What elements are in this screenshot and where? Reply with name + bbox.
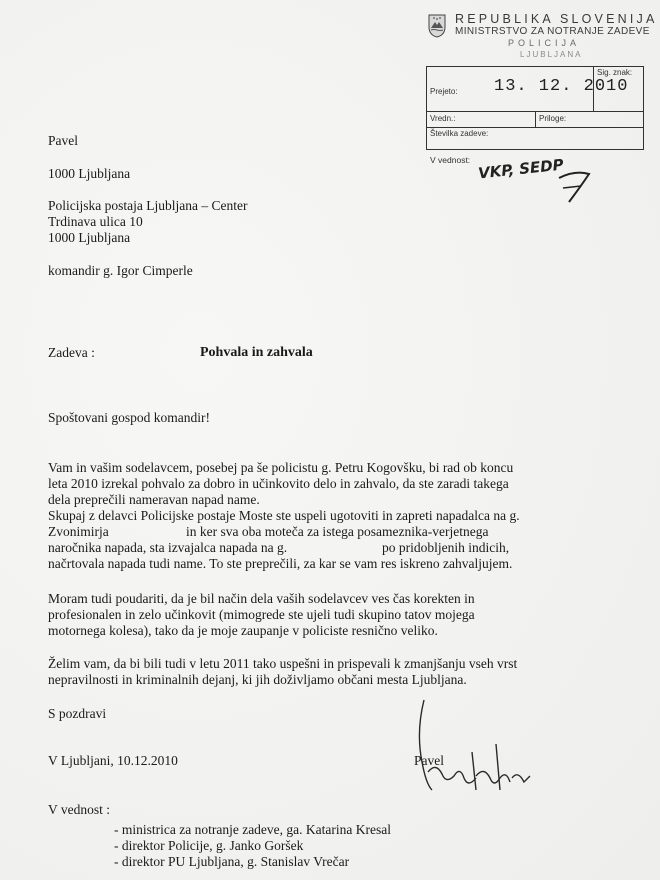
body-p3-line: nepravilnosti in kriminalnih dejanj, ki jih doživljamo občani mesta Ljubljana.: [48, 672, 467, 687]
recipient-line-2: Trdinava ulica 10: [48, 214, 143, 229]
sender-name: Pavel: [48, 133, 78, 148]
body-p2-line: profesionalen in zelo učinkovit (mimogrede ste ujeli tudi skupino tatov mojega: [48, 607, 475, 622]
cc-item: - ministrica za notranje zadeve, ga. Katarina Kresal: [114, 822, 391, 837]
stamp-vredn-label: Vredn.:: [430, 114, 456, 123]
body-p1-line6-end: po pridobljenih indicih,: [382, 540, 510, 555]
letterhead-republic: REPUBLIKA SLOVENIJA: [455, 12, 658, 26]
body-p1-line: dela preprečili nameravan napad name.: [48, 492, 260, 507]
letterhead-ministry: MINISTRSTVO ZA NOTRANJE ZADEVE: [455, 26, 650, 37]
body-p1-line6-start: naročnika napada, sta izvajalca napada na g.: [48, 540, 288, 555]
stamp-stevilka-label: Številka zadeve:: [430, 129, 489, 138]
letterhead-police: POLICIJA: [508, 38, 581, 48]
body-p1-line: Vam in vašim sodelavcem, posebej pa še policistu g. Petru Kogovšku, bi rad ob koncu: [48, 460, 514, 475]
body-p2-line: motornega kolesa), tako da je moje zaupanje v policiste resnično veliko.: [48, 623, 438, 638]
stamp-sig-znak-label: Sig. znak:: [597, 68, 633, 77]
body-p3-line: Želim vam, da bi bili tudi v letu 2011 tako uspešni in prispevali k zmanjšanju vseh vrst: [48, 656, 518, 671]
body-p2-line: Moram tudi poudariti, da je bil način dela vaših sodelavcev ves čas korekten in: [48, 591, 475, 606]
subject-label: Zadeva :: [48, 345, 95, 360]
stamp-received-date: 13. 12. 2010: [494, 77, 629, 96]
cc-label: V vednost :: [48, 802, 111, 817]
recipient-attention: komandir g. Igor Cimperle: [48, 263, 193, 278]
stamp-prejeto-label: Prejeto:: [430, 87, 458, 96]
stamp-vednost-label: V vednost:: [430, 155, 471, 165]
cc-item: - direktor Policije, g. Janko Goršek: [114, 838, 304, 853]
body-p1-line5-start: Zvonimirja: [48, 524, 109, 539]
signature-name: Pavel: [414, 753, 444, 768]
salutation: Spoštovani gospod komandir!: [48, 410, 210, 425]
handwritten-signature: [402, 692, 542, 802]
closing: S pozdravi: [48, 706, 107, 721]
recipient-line-3: 1000 Ljubljana: [48, 230, 131, 245]
recipient-line-1: Policijska postaja Ljubljana – Center: [48, 198, 248, 213]
subject-title: Pohvala in zahvala: [200, 345, 313, 360]
body-p1-line: leta 2010 izrekal pohvalo za dobro in učinkovito delo in zahvalo, da ste zaradi takega: [48, 476, 509, 491]
coat-of-arms-icon: [428, 14, 446, 38]
body-p1-line: Skupaj z delavci Policijske postaje Moste ste uspeli ugotoviti in zapreti napadalca na g.: [48, 508, 520, 523]
place-and-date: V Ljubljani, 10.12.2010: [48, 753, 178, 768]
body-p1-line7: načrtovala napada tudi name. To ste preprečili, za kar se vam res iskreno zahvaljujem.: [48, 556, 513, 571]
body-p1-line5-end: in ker sva oba moteča za istega posameznika-verjetnega: [186, 524, 489, 539]
stamp-handwritten-mark: [555, 160, 595, 205]
sender-city: 1000 Ljubljana: [48, 166, 131, 181]
stamp-priloge-label: Priloge:: [539, 114, 567, 123]
cc-item: - direktor PU Ljubljana, g. Stanislav Vrečar: [114, 854, 350, 869]
stamp-handwritten-routing: VKP, SEDP: [477, 155, 565, 183]
letterhead-city: LJUBLJANA: [520, 50, 583, 59]
